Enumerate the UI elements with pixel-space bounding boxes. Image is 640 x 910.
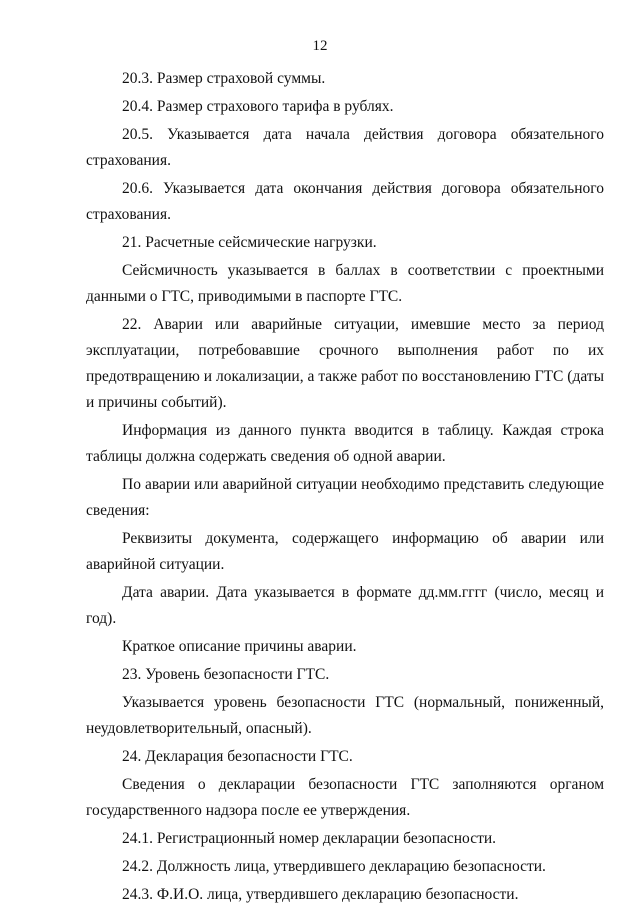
paragraph-document-details: Реквизиты документа, содержащего информацию об аварии или аварийной ситуации.	[86, 530, 604, 573]
paragraph-20-4: 20.4. Размер страхового тарифа в рублях.	[122, 98, 394, 115]
paragraph-22: 22. Аварии или аварийные ситуации, имевшие место за период эксплуатации, потребовавшие срочного выполнения работ по их предотвращению и локализации, а также работ по восстановлению ГТС (даты и причины событий).	[86, 316, 604, 411]
paragraph-20-3: 20.3. Размер страховой суммы.	[122, 70, 326, 87]
page-number: 12	[312, 38, 328, 54]
paragraph-declaration-info: Сведения о декларации безопасности ГТС заполняются органом государственного надзора после ее утверждения.	[86, 776, 604, 819]
document-body	[86, 66, 604, 910]
paragraph-24-3: 24.3. Ф.И.О. лица, утвердившего декларацию безопасности.	[122, 886, 519, 903]
paragraph-20-6: 20.6. Указывается дата окончания действия договора обязательного страхования.	[86, 180, 604, 223]
paragraph-24-1: 24.1. Регистрационный номер декларации безопасности.	[122, 830, 497, 847]
paragraph-safety-level: Указывается уровень безопасности ГТС (нормальный, пониженный, неудовлетворительный, опасный).	[86, 694, 604, 737]
paragraph-20-5: 20.5. Указывается дата начала действия договора обязательного страхования.	[86, 126, 604, 169]
paragraph-23: 23. Уровень безопасности ГТС.	[122, 666, 330, 683]
paragraph-21: 21. Расчетные сейсмические нагрузки.	[122, 234, 377, 251]
paragraph-seismicity: Сейсмичность указывается в баллах в соответствии с проектными данными о ГТС, приводимыми в паспорте ГТС.	[86, 262, 604, 305]
paragraph-table-info: Информация из данного пункта вводится в таблицу. Каждая строка таблицы должна содержать сведения об одной аварии.	[86, 422, 604, 465]
paragraph-24-2: 24.2. Должность лица, утвердившего декларацию безопасности.	[122, 858, 546, 875]
paragraph-accident-info: По аварии или аварийной ситуации необходимо представить следующие сведения:	[86, 476, 604, 519]
paragraph-accident-date: Дата аварии. Дата указывается в формате дд.мм.гггг (число, месяц и год).	[86, 584, 604, 627]
paragraph-cause: Краткое описание причины аварии.	[122, 638, 357, 655]
paragraph-24: 24. Декларация безопасности ГТС.	[122, 748, 353, 765]
